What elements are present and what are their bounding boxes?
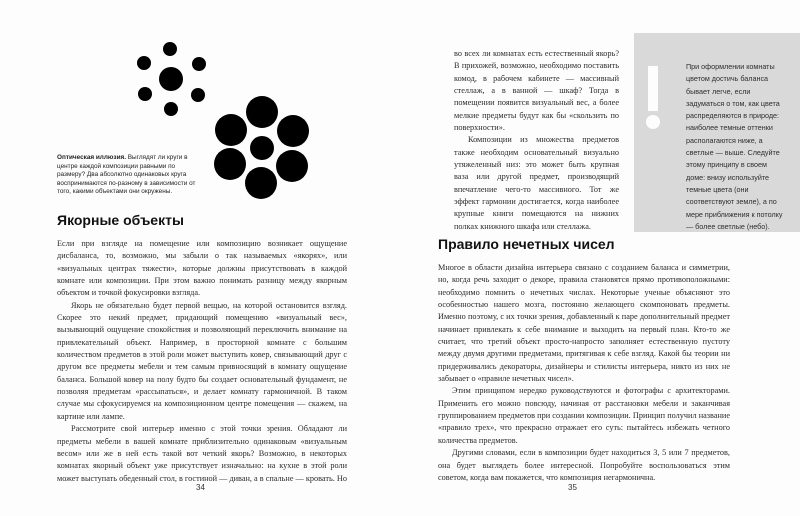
bottom-cluster-satellite-circle: [215, 114, 247, 146]
paragraph: Композиции из множества предметов также необходим основательный визуально утяжеленный низ: это может быть крупная ваза или другой предмет, производящий впечатление чего-то массивного. Тот же эффект гармонии достигается, когда наиболее крупные книги помещаются на нижних полках книжного шкафа или стеллажа.: [454, 135, 619, 231]
paragraph: Другими словами, если в композиции будет находиться 3, 5 или 7 предметов, она будет выглядеть более интересной. Попробуйте воспользоваться этим советом, когда вам покажется, что композиция негармонична.: [438, 448, 730, 482]
bottom-cluster-satellite-circle: [246, 96, 278, 128]
top-cluster-satellite-circle: [137, 56, 151, 70]
bottom-cluster-satellite-circle: [276, 150, 308, 182]
tip-box: [634, 33, 800, 232]
bottom-cluster-satellite-circle: [277, 115, 309, 147]
caption-title: Оптическая иллюзия.: [57, 154, 126, 161]
paragraph: Рассмотрите свой интерьер именно с этой точки зрения. Обладают ли предметы мебели в вашей комнате приблизительно одинаковым «визуальным весом» или же в ней есть такой вот четкий якорь? Возможно, в некоторых комнатах якорный объект уже присутствует изначально: на кухне в этой роли может выступать обеденный стол, в гостиной — диван, а в спальне — кровать. Но: [57, 424, 347, 483]
top-cluster-center-circle: [159, 67, 183, 91]
figure-caption: [57, 154, 197, 197]
section-heading-anchor-objects: Якорные объекты: [57, 212, 184, 228]
paragraph: Многое в области дизайна интерьера связано с созданием баланса и симметрии, но, когда речь заходит о декоре, правила становятся прямо противоположными: необходимо помнить о нечетных числах. Некоторые ученые объясняют это особенностью нашего мозга, постоянно желающего скомпоновать предметы. Именно поэтому, с их точки зрения, добавленный к паре дополнительный предмет начинает привлекать к себе внимание и выходить на первый план. Кто-то же считает, что третий объект просто-напросто заполняет естественную пустоту между двумя другими предметами, притягивая к себе взгляд. Какой бы теории ни придерживались декораторы, дизайнеры и стилисты интерьера, никто из них не забывает о «правиле нечетных чисел».: [438, 263, 730, 384]
right-body-text: [438, 262, 730, 484]
page-number-right: 35: [568, 483, 577, 492]
top-cluster-satellite-circle: [192, 57, 206, 71]
bottom-cluster-satellite-circle: [214, 148, 246, 180]
paragraph: Якорь не обязательно будет первой вещью, на которой остановится взгляд. Скорее это некий предмет, придающий помещению «визуальный вес», вызывающий ощущение спокойствия и позволяющий переключить внимание на привлекательный объект. Например, в просторной комнате с большим количеством предметов в этой роли может выступить ковер, связывающий друг с другом все предметы мебели и тем самым привносящий в комнату ощущение баланса. Большой ковер на полу будто бы создает основательный фундамент, не позволяя предметам «рассыпаться», и делает комнату гармоничной. В таком случае мы сфокусируемся на композиционном центре помещения — скажем, на картине или лампе.: [57, 300, 347, 421]
caption-text: Выглядят ли круги в центре каждой композиции равными по размеру? Два абсолютно одинаковых круга воспринимаются по-разному в зависимости от того, какими объектами они окружены.: [57, 154, 196, 196]
paragraph: Если при взгляде на помещение или композицию возникает ощущение дисбаланса, то, возможно, мы забыли о так называемых «якорях», или «визуальных центрах тяжести», которые должны присутствовать в каждой комнате или композиции. При этом важно понимать разницу между якорным объектом и точкой фокусировки взгляда.: [57, 239, 347, 298]
left-body-text: [57, 238, 347, 485]
section-heading-odd-numbers: Правило нечетных чисел: [438, 236, 615, 252]
exclamation-bar: [648, 66, 658, 111]
top-cluster-satellite-circle: [191, 88, 205, 102]
top-cluster-satellite-circle: [164, 102, 178, 116]
page-number-left: 34: [196, 483, 205, 492]
right-top-text: [454, 48, 619, 233]
top-cluster-satellite-circle: [163, 42, 177, 56]
right-page: [400, 0, 800, 516]
paragraph: Этим принципом нередко руководствуются и фотографы с архитекторами. Применить его можно повсюду, начиная от расстановки мебели и заканчивая группированием предметов при создании композиции. Принцип получил название «правило трех», что прекрасно отражает его суть: пытайтесь избежать четного количества предметов.: [438, 386, 730, 445]
exclamation-dot: [646, 115, 660, 129]
bottom-cluster-satellite-circle: [245, 167, 277, 199]
top-cluster-satellite-circle: [138, 87, 152, 101]
tip-text: При оформлении комнаты цветом достичь баланса бывает легче, если задуматься о том, как цвета распределяются в природе: наиболее темные оттенки располагаются ниже, а светлые — выше. Следуйте этому принципу в своем доме: внизу используйте темные цвета (они соответствуют земле), а по мере приближения к потолку — более светлые (небо).: [686, 62, 783, 231]
paragraph: во всех ли комнатах есть естественный якорь? В прихожей, возможно, необходимо поставить комод, в рабочем кабинете — массивный стеллаж, а в ванной — шкаф? Тогда в помещении появится визуальный вес, а более мелкие предметы будут как бы «скользить по поверхности».: [454, 49, 619, 133]
bottom-cluster-center-circle: [250, 136, 274, 160]
